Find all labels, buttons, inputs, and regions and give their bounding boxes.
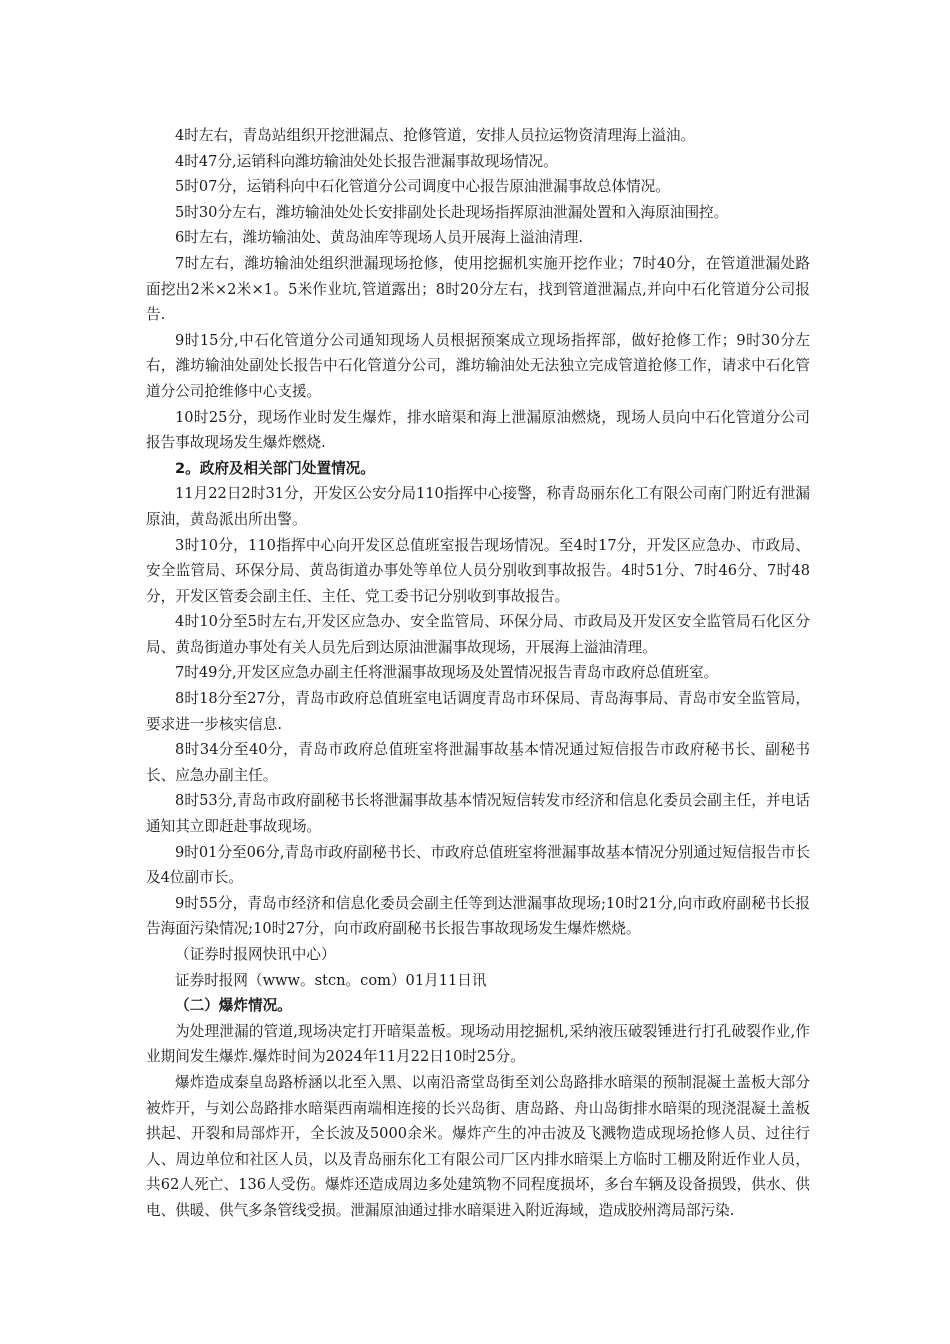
paragraph: 为处理泄漏的管道,现场决定打开暗渠盖板。现场动用挖掘机,采纳液压破裂锤进行打孔破裂作业,作业期间发生爆炸.爆炸时间为2024年11月22日10时25分。 <box>146 1022 810 1066</box>
paragraph: 5时30分左右，潍坊输油处处长安排副处长赴现场指挥原油泄漏处置和入海原油围控。 <box>175 203 729 221</box>
paragraph: 爆炸造成秦皇岛路桥涵以北至入黑、以南沿斋堂岛街至刘公岛路排水暗渠的预制混凝土盖板大部分被炸开，与刘公岛路排水暗渠西南端相连接的长兴岛街、唐岛路、舟山岛街排水暗渠的现浇混凝土盖板拱起、开裂和局部炸开，全长波及5000余米。爆炸产生的冲击波及飞溅物造成现场抢修人员、过往行人、周边单位和社区人员，以及青岛丽东化工有限公司厂区内排水暗渠上方临时工棚及附近作业人员，共62人死亡、136人受伤。爆炸还造成周边多处建筑物不同程度损坏，多台车辆及设备损毁，供水、供电、供暖、供气多条管线受损。泄漏原油通过排水暗渠进入附近海域，造成胶州湾局部污染. <box>146 1073 810 1219</box>
paragraph: 9时55分，青岛市经济和信息化委员会副主任等到达泄漏事故现场;10时21分,向市政府副秘书长报告海面污染情况;10时27分，向市政府副秘书长报告事故现场发生爆炸燃烧。 <box>146 894 810 938</box>
paragraph: 8时53分,青岛市政府副秘书长将泄漏事故基本情况短信转发市经济和信息化委员会副主任，并电话通知其立即赶赴事故现场。 <box>146 792 810 836</box>
source-dateline: 证券时报网（www。stcn。com）01月11日讯 <box>175 971 487 989</box>
paragraph: 9时01分至06分,青岛市政府副秘书长、市政府总值班室将泄漏事故基本情况分别通过短信报告市长及4位副市长。 <box>146 843 810 887</box>
paragraph: 7时左右，潍坊输油处组织泄漏现场抢修，使用挖掘机实施开挖作业；7时40分，在管道泄漏处路面挖出2米×2米×1。5米作业坑,管道露出；8时20分左右，找到管道泄漏点,并向中石化管道分公司报告. <box>146 254 810 324</box>
paragraph: 4时左右，青岛站组织开挖泄漏点、抢修管道，安排人员拉运物资清理海上溢油。 <box>175 127 696 144</box>
paragraph: 4时10分至5时左右,开发区应急办、安全监管局、环保分局、市政局及开发区安全监管局石化区分局、黄岛街道办事处有关人员先后到达原油泄漏事故现场，开展海上溢油清理。 <box>146 613 810 656</box>
paragraph: 8时34分至40分，青岛市政府总值班室将泄漏事故基本情况通过短信报告市政府秘书长、副秘书长、应急办副主任。 <box>146 741 810 784</box>
source-note: （证券时报网快讯中心） <box>175 946 336 963</box>
paragraph: 4时47分,运销科向潍坊输油处处长报告泄漏事故现场情况。 <box>175 152 558 170</box>
paragraph: 7时49分,开发区应急办副主任将泄漏事故现场及处置情况报告青岛市政府总值班室。 <box>175 664 719 682</box>
paragraph: 9时15分,中石化管道分公司通知现场人员根据预案成立现场指挥部，做好抢修工作；9时30分左右，潍坊输油处副处长报告中石化管道分公司，潍坊输油处无法独立完成管道抢修工作，请求中石化管道分公司抢维修中心支援。 <box>146 331 810 400</box>
section-heading: （二）爆炸情况。 <box>175 997 292 1015</box>
paragraph: 6时左右，潍坊输油处、黄岛油库等现场人员开展海上溢油清理. <box>175 229 583 247</box>
paragraph: 3时10分，110指挥中心向开发区总值班室报告现场情况。至4时17分，开发区应急办、市政局、安全监管局、环保分局、黄岛街道办事处等单位人员分别收到事故报告。4时51分、7时46分、7时48分，开发区管委会副主任、主任、党工委书记分别收到事故报告。 <box>146 536 810 605</box>
paragraph: 5时07分，运销科向中石化管道分公司调度中心报告原油泄漏事故总体情况。 <box>175 178 670 196</box>
document-body <box>146 123 810 1224</box>
paragraph: 11月22日2时31分，开发区公安分局110指挥中心接警，称青岛丽东化工有限公司南门附近有泄漏原油，黄岛派出所出警。 <box>146 485 810 528</box>
section-heading: 2。政府及相关部门处置情况。 <box>175 459 375 477</box>
paragraph: 10时25分，现场作业时发生爆炸，排水暗渠和海上泄漏原油燃烧，现场人员向中石化管道分公司报告事故现场发生爆炸燃烧. <box>146 408 810 452</box>
paragraph: 8时18分至27分，青岛市政府总值班室电话调度青岛市环保局、青岛海事局、青岛市安全监管局，要求进一步核实信息. <box>146 690 810 733</box>
